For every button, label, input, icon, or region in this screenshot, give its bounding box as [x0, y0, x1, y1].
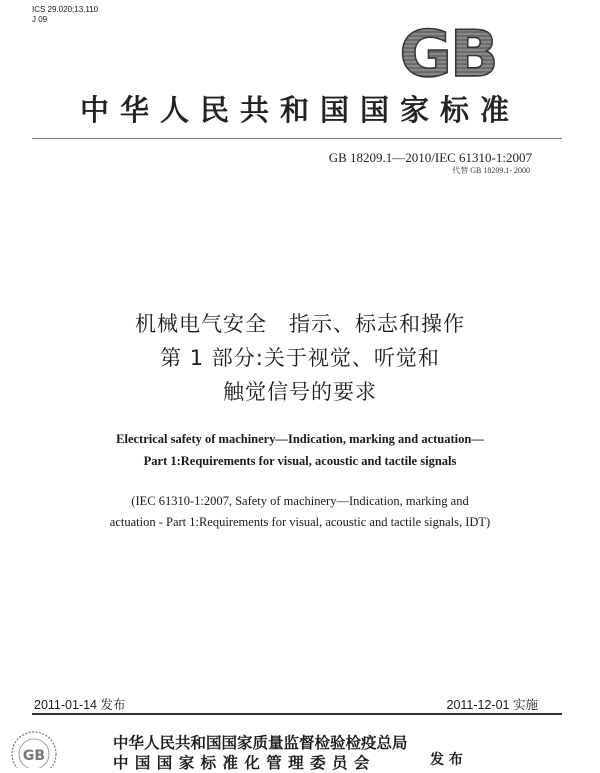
issuer-line-1: 中华人民共和国国家质量监督检验检疫总局	[113, 734, 408, 752]
implementation-date: 2011-12-01 实施	[446, 698, 538, 712]
replaces-note: 代替 GB 18209.1- 2000	[452, 166, 530, 175]
seal-text: GB	[22, 748, 46, 764]
iec-reference-line-1: (IEC 61310-1:2007, Safety of machinery—Indication, marking and	[131, 494, 469, 508]
title-en-line-2: Part 1:Requirements for visual, acoustic and tactile signals	[143, 454, 457, 468]
ccs-number: J 09	[32, 15, 48, 24]
publish-label: 发 布	[430, 752, 463, 768]
title-cn-line-1: 机械电气安全 指示、标志和操作	[135, 312, 465, 336]
title-en-line-1: Electrical safety of machinery—Indication, marking and actuation—	[116, 432, 484, 446]
issue-date: 2011-01-14 发布	[34, 698, 126, 712]
issuer-line-2: 中 国 国 家 标 准 化 管 理 委 员 会	[113, 754, 370, 772]
standard-number: GB 18209.1—2010/IEC 61310-1:2007	[328, 150, 532, 165]
ics-number: ICS 29.020;13.110	[32, 5, 99, 14]
iec-reference-line-2: actuation - Part 1:Requirements for visual, acoustic and tactile signals, IDT)	[109, 515, 491, 529]
ics-codes	[32, 5, 98, 25]
footer-divider	[32, 713, 562, 715]
title-cn-line-3: 触觉信号的要求	[223, 380, 377, 404]
title-cn-line-2: 第 1 部分:关于视觉、听觉和	[160, 346, 440, 370]
header-divider	[32, 138, 562, 139]
main-title: 中华人民共和国国家标准	[79, 93, 520, 127]
gb-logo-text: GB	[399, 20, 497, 82]
issuer-seal	[6, 722, 62, 772]
gb-logo	[388, 20, 508, 86]
